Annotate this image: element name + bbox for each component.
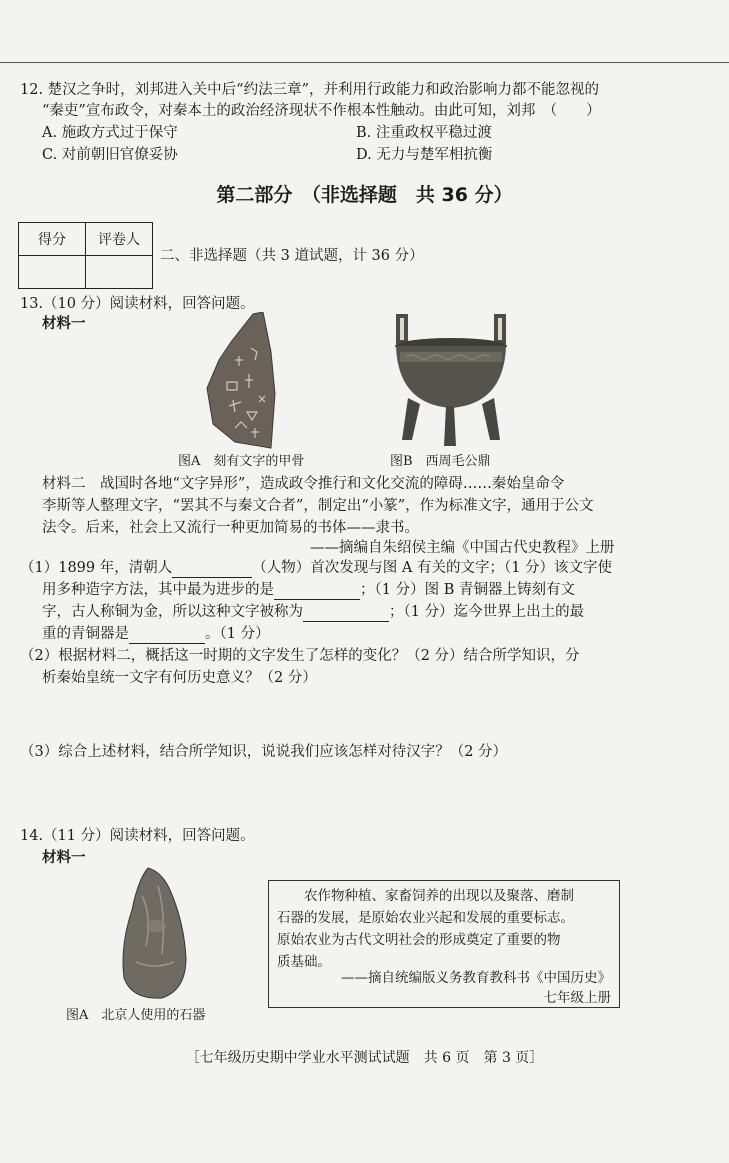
q13-material2-line3: 法令。后来，社会上又流行一种更加简易的书体——隶书。	[42, 520, 419, 536]
q13-sub3-answer-area[interactable]	[20, 766, 710, 816]
stone-tool-image	[118, 866, 192, 1002]
q13-sub2-line2: 析秦始皇统一文字有何历史意义？（2 分）	[42, 670, 317, 686]
q13-sub1-line4	[42, 624, 270, 644]
q13-sub3: （3）综合上述材料，结合所学知识，说说我们应该怎样对待汉字？（2 分）	[20, 744, 508, 760]
q13-sub1-line2-a: 用多种造字方法，其中最为进步的是	[42, 582, 274, 598]
grader-cell	[86, 256, 153, 289]
q14-quote-source2: 七年级上册	[543, 990, 611, 1006]
part2-title: 第二部分 （非选择题 共 36 分）	[216, 184, 513, 206]
q13-sub1-line4-b: 。（1 分）	[205, 626, 270, 642]
bronze-ding-image	[390, 312, 512, 448]
q14-quote-line3: 原始农业为古代文明社会的形成奠定了重要的物	[277, 932, 561, 948]
answer-blank-method[interactable]	[274, 583, 360, 600]
q13-material2-line2: 李斯等人整理文字，“罢其不与秦文合者”，制定出“小篆”，作为标准文字，通用于公文	[42, 498, 594, 514]
q13-sub1-line2-b: ；（1 分）图 B 青铜器上铸刻有文	[360, 582, 575, 598]
q13-sub1-line4-a: 重的青铜器是	[42, 626, 129, 642]
answer-blank-person[interactable]	[172, 561, 252, 578]
q12-option-a: A. 施政方式过于保守	[42, 125, 178, 141]
q13-material2-source: ——摘编自朱绍侯主编《中国古代史教程》上册	[310, 540, 615, 556]
q13-material2-line1: 材料二 战国时各地“文字异形”，造成政令推行和文化交流的障碍……秦始皇命令	[42, 476, 565, 492]
q14-quote-box	[268, 880, 620, 1008]
score-header-score: 得分	[19, 223, 86, 256]
answer-blank-bronze[interactable]	[129, 627, 205, 644]
q13-figB-caption: 图B 西周毛公鼎	[390, 454, 491, 469]
q14-quote-line4: 质基础。	[277, 954, 331, 970]
q13-sub2-line1: （2）根据材料二，概括这一时期的文字发生了怎样的变化？（2 分）结合所学知识，分	[20, 648, 580, 664]
q13-sub1-line1	[20, 558, 612, 578]
q13-sub1-line3	[42, 602, 584, 622]
score-header-grader: 评卷人	[86, 223, 153, 256]
q12-stem-line2: “秦吏”宣布政令，对秦本土的政治经济现状不作根本性触动。由此可知，刘邦 （ ）	[42, 103, 601, 119]
q13-sub1-line3-b: ；（1 分）迄今世界上出土的最	[389, 604, 585, 620]
q13-figA-caption: 图A 刻有文字的甲骨	[178, 454, 305, 469]
oracle-bone-image	[205, 312, 285, 450]
q12-option-c: C. 对前朝旧官僚妥协	[42, 147, 178, 163]
q14-figA-caption: 图A 北京人使用的石器	[66, 1008, 206, 1023]
q13-stem: 13.（10 分）阅读材料，回答问题。	[20, 296, 255, 312]
page-footer: ［七年级历史期中学业水平测试试题 共 6 页 第 3 页］	[185, 1050, 544, 1066]
q14-quote-source1: ——摘自统编版义务教育教科书《中国历史》	[341, 970, 611, 986]
top-rule	[0, 62, 729, 63]
q13-sub2-answer-area[interactable]	[20, 692, 710, 736]
q12-option-b: B. 注重政权平稳过渡	[356, 125, 492, 141]
q13-material1-label: 材料一	[42, 315, 86, 332]
q13-sub1-line3-a: 字，古人称铜为金，所以这种文字被称为	[42, 604, 303, 620]
answer-blank-script[interactable]	[303, 605, 389, 622]
score-table	[18, 222, 153, 289]
section-label: 二、非选择题（共 3 道试题，计 36 分）	[160, 248, 424, 264]
score-cell	[19, 256, 86, 289]
q12-option-d: D. 无力与楚军相抗衡	[356, 147, 493, 163]
q13-sub1-line1-a: （1）1899 年，清朝人	[20, 560, 173, 576]
q14-quote-line2: 石器的发展，是原始农业兴起和发展的重要标志。	[277, 910, 574, 926]
q12-stem-line1: 12. 楚汉之争时，刘邦进入关中后“约法三章”，并利用行政能力和政治影响力都不能忽视的	[20, 82, 599, 98]
q14-material1-label: 材料一	[42, 849, 86, 866]
q13-sub1-line2	[42, 580, 575, 600]
q14-stem: 14.（11 分）阅读材料，回答问题。	[20, 828, 255, 844]
q14-quote-line1: 农作物种植、家畜饲养的出现以及聚落、磨制	[277, 888, 574, 904]
q13-sub1-line1-b: （人物）首次发现与图 A 有关的文字；（1 分）该文字使	[252, 560, 613, 576]
